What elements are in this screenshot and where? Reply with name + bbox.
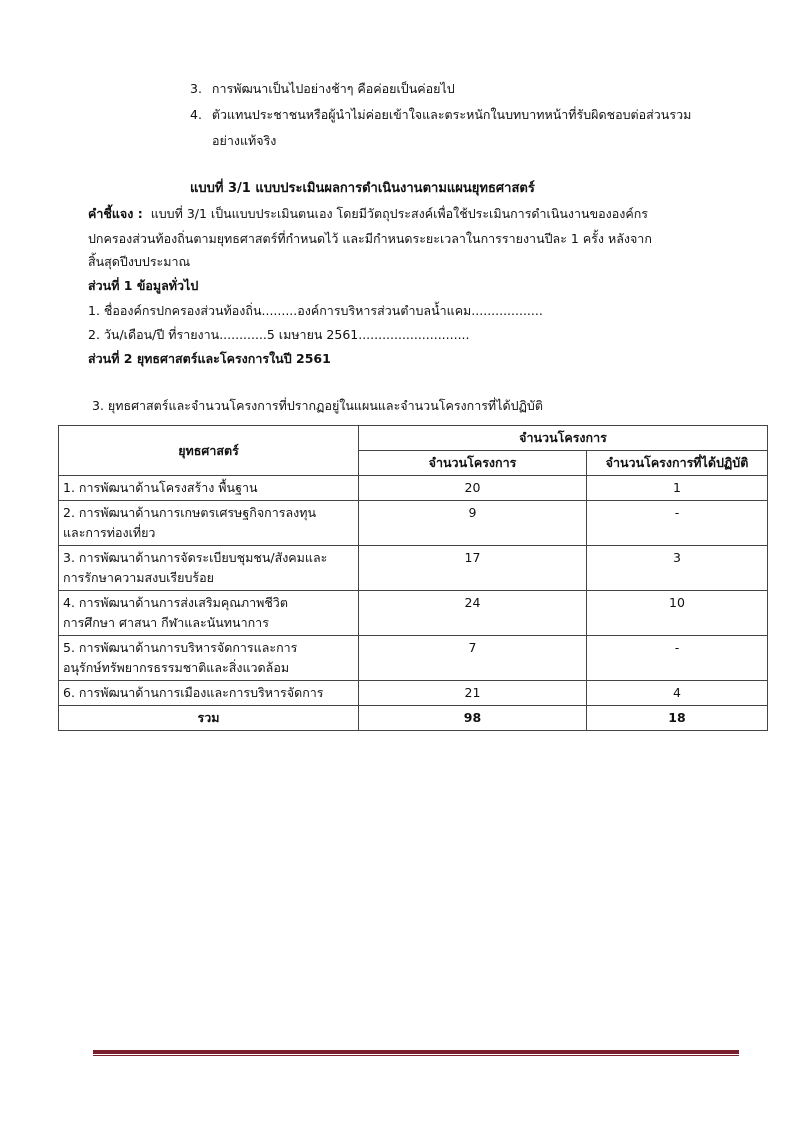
strategy-name-continued: การศึกษา ศาสนา กีฬาและนันทนาการ <box>63 615 269 630</box>
footer-rule-thick <box>93 1050 739 1054</box>
intro-item-3-text: การพัฒนาเป็นไปอย่างช้าๆ คือค่อยเป็นค่อยไป <box>211 81 455 96</box>
table-row <box>59 636 768 681</box>
intro-item-4-text: ตัวแทนประชาชนหรือผู้นำไม่ค่อยเข้าใจและตระหนักในบทบาทหน้าที่รับผิดชอบต่อส่วนรวม <box>211 107 692 122</box>
intro-item-4-continuation: อย่างแท้จริง <box>212 133 277 148</box>
planned-count-cell: 17 <box>359 546 587 591</box>
section3-title: 3. ยุทธศาสตร์และจำนวนโครงการที่ปรากฏอยู่ในแผนและจำนวนโครงการที่ได้ปฏิบัติ <box>92 398 543 413</box>
strategy-cell <box>59 591 359 636</box>
intro-item-3-number: 3. <box>190 81 202 96</box>
strategy-name-continued: อนุรักษ์ทรัพยากรธรรมชาติและสิ่งแวดล้อม <box>63 660 290 675</box>
planned-count-cell: 7 <box>359 636 587 681</box>
instructions-line-2: ปกครองส่วนท้องถิ่นตามยุทธศาสตร์ที่กำหนดไว้ และมีกำหนดระยะเวลาในการรายงานปีละ 1 ครั้ง หลังจาก <box>88 231 652 246</box>
table-row <box>59 476 768 501</box>
total-label: รวม <box>59 706 359 731</box>
planned-count-cell: 24 <box>359 591 587 636</box>
implemented-count-cell: 3 <box>587 546 768 591</box>
strategy-name: 1. การพัฒนาด้านโครงสร้าง พื้นฐาน <box>63 480 258 495</box>
table-row <box>59 591 768 636</box>
instructions-text-1: แบบที่ 3/1 เป็นแบบประเมินตนเอง โดยมีวัตถุประสงค์เพื่อใช้ประเมินการดำเนินงานขององค์กร <box>150 206 648 221</box>
implemented-count-cell: - <box>587 636 768 681</box>
strategy-name: 3. การพัฒนาด้านการจัดระเบียบชุมชน/สังคมและ <box>63 550 328 565</box>
strategy-name-continued: และการท่องเที่ยว <box>63 525 156 540</box>
header-project-count: จำนวนโครงการ <box>359 426 768 451</box>
strategy-cell <box>59 501 359 546</box>
table-row <box>59 501 768 546</box>
planned-count-cell: 21 <box>359 681 587 706</box>
implemented-count-cell: 1 <box>587 476 768 501</box>
part1-heading: ส่วนที่ 1 ข้อมูลทั่วไป <box>88 278 199 293</box>
intro-item-4-number: 4. <box>190 107 202 122</box>
intro-item-3 <box>190 79 455 99</box>
header-strategy: ยุทธศาสตร์ <box>59 426 359 476</box>
planned-count-cell: 20 <box>359 476 587 501</box>
planned-count-cell: 9 <box>359 501 587 546</box>
strategy-name-continued: การรักษาความสงบเรียบร้อย <box>63 570 214 585</box>
part1-item-org-name: 1. ชื่อองค์กรปกครองส่วนท้องถิ่น.........องค์การบริหารส่วนตำบลน้ำแคม.................. <box>88 303 543 318</box>
strategy-table <box>58 425 768 731</box>
table-row <box>59 546 768 591</box>
implemented-count-cell: 10 <box>587 591 768 636</box>
intro-item-4 <box>190 105 691 125</box>
strategy-cell <box>59 681 359 706</box>
implemented-count-cell: - <box>587 501 768 546</box>
form-title: แบบที่ 3/1 แบบประเมินผลการดำเนินงานตามแผนยุทธศาสตร์ <box>190 181 535 196</box>
footer-rule-thin <box>93 1055 739 1056</box>
table-header-row-1 <box>59 426 768 451</box>
strategy-cell <box>59 636 359 681</box>
instructions-line-1 <box>88 204 648 224</box>
strategy-name: 2. การพัฒนาด้านการเกษตรเศรษฐกิจการลงทุน <box>63 505 316 520</box>
part1-item-report-date: 2. วัน/เดือน/ปี ที่รายงาน............5 เมษายน 2561............................ <box>88 327 470 342</box>
strategy-name: 4. การพัฒนาด้านการส่งเสริมคุณภาพชีวิต <box>63 595 288 610</box>
header-implemented-projects: จำนวนโครงการที่ได้ปฏิบัติ <box>587 451 768 476</box>
table-total-row <box>59 706 768 731</box>
strategy-name: 6. การพัฒนาด้านการเมืองและการบริหารจัดการ <box>63 685 324 700</box>
total-planned: 98 <box>359 706 587 731</box>
instructions-line-3: สิ้นสุดปีงบประมาณ <box>88 254 191 269</box>
instructions-label: คำชี้แจง : <box>88 206 143 221</box>
strategy-cell <box>59 476 359 501</box>
strategy-cell <box>59 546 359 591</box>
implemented-count-cell: 4 <box>587 681 768 706</box>
header-planned-projects: จำนวนโครงการ <box>359 451 587 476</box>
table-row <box>59 681 768 706</box>
part2-heading: ส่วนที่ 2 ยุทธศาสตร์และโครงการในปี 2561 <box>88 351 331 366</box>
total-implemented: 18 <box>587 706 768 731</box>
strategy-name: 5. การพัฒนาด้านการบริหารจัดการและการ <box>63 640 298 655</box>
